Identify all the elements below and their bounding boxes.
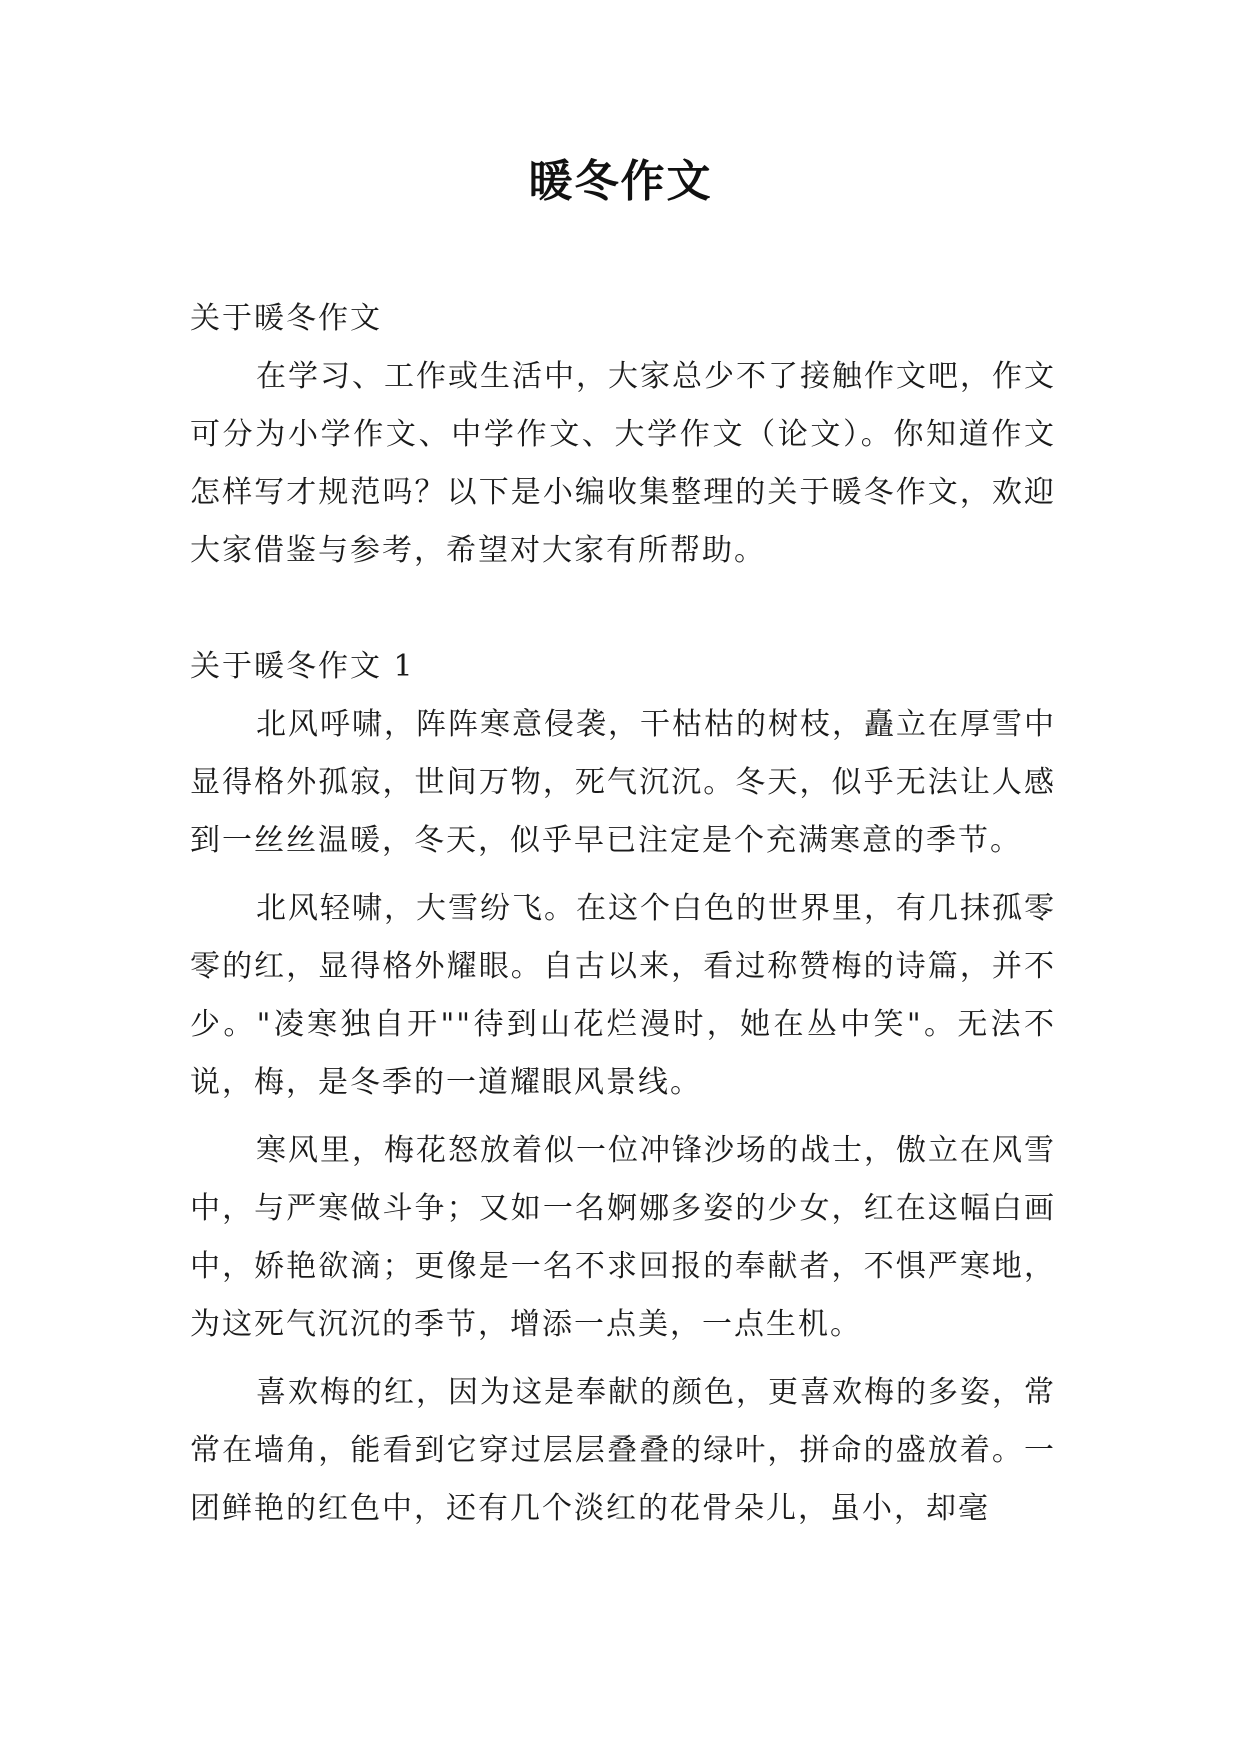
- section1-paragraph: 北风轻啸，大雪纷飞。在这个白色的世界里，有几抹孤零零的红，显得格外耀眼。自古以来，看过称赞梅的诗篇，并不少。"凌寒独自开""待到山花烂漫时，她在丛中笑"。无法不说，梅，是冬季的一道耀眼风景线。: [190, 891, 1056, 1100]
- section1-paragraph: 北风呼啸，阵阵寒意侵袭，干枯枯的树枝，矗立在厚雪中显得格外孤寂，世间万物，死气沉沉。冬天，似乎无法让人感到一丝丝温暖，冬天，似乎早已注定是个充满寒意的季节。: [190, 707, 1056, 858]
- section1-paragraph: 寒风里，梅花怒放着似一位冲锋沙场的战士，傲立在风雪中，与严寒做斗争；又如一名婀娜多姿的少女，红在这幅白画中，娇艳欲滴；更像是一名不求回报的奉献者，不惧严寒地，为这死气沉沉的季节，增添一点美，一点生机。: [190, 1133, 1056, 1342]
- document-title: 暖冬作文: [528, 156, 713, 207]
- document-body: [190, 290, 1056, 1538]
- section-spacer: [190, 580, 1056, 638]
- section1-heading: 关于暖冬作文 1: [190, 649, 415, 684]
- section1-paragraph: 喜欢梅的红，因为这是奉献的颜色，更喜欢梅的多姿，常常在墙角，能看到它穿过层层叠叠的绿叶，拼命的盛放着。一团鲜艳的红色中，还有几个淡红的花骨朵儿，虽小，却毫: [190, 1375, 1056, 1526]
- intro-paragraph: 在学习、工作或生活中，大家总少不了接触作文吧，作文可分为小学作文、中学作文、大学作文（论文）。你知道作文怎样写才规范吗？以下是小编收集整理的关于暖冬作文，欢迎大家借鉴与参考，希望对大家有所帮助。: [190, 359, 1056, 568]
- intro-heading: 关于暖冬作文: [190, 301, 382, 336]
